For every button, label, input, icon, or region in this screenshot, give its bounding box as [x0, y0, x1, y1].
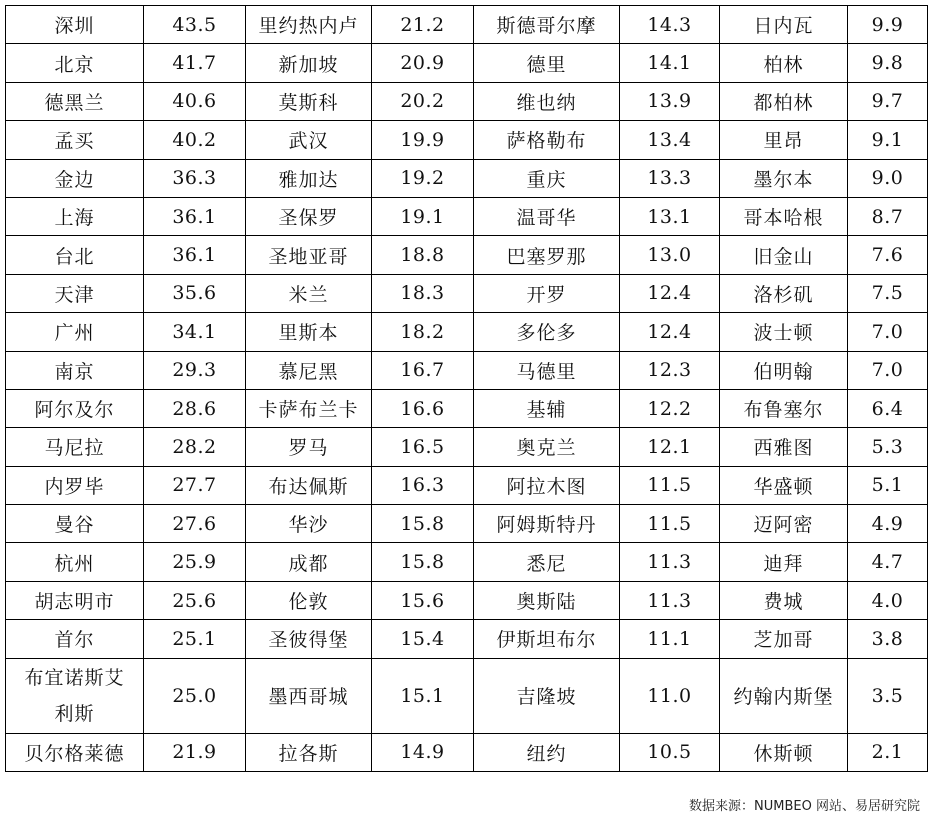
- city-cell: 悉尼: [474, 543, 620, 581]
- city-cell: 罗马: [246, 428, 372, 466]
- value-cell: 14.3: [620, 6, 720, 44]
- city-cell: 台北: [6, 236, 144, 274]
- city-cell: 里约热内卢: [246, 6, 372, 44]
- table-row: [6, 505, 928, 543]
- city-cell: 首尔: [6, 620, 144, 658]
- city-cell: 马尼拉: [6, 428, 144, 466]
- value-cell: 40.6: [144, 82, 246, 120]
- city-cell: 上海: [6, 197, 144, 235]
- value-cell: 18.8: [372, 236, 474, 274]
- city-cell: 奥克兰: [474, 428, 620, 466]
- value-cell: 25.1: [144, 620, 246, 658]
- city-cell: 成都: [246, 543, 372, 581]
- value-cell: 8.7: [848, 197, 928, 235]
- value-cell: 6.4: [848, 389, 928, 427]
- value-cell: 14.9: [372, 733, 474, 771]
- value-cell: 15.1: [372, 658, 474, 733]
- city-cell: 布宜诺斯艾利斯: [6, 658, 144, 733]
- city-cell: 雅加达: [246, 159, 372, 197]
- table-row: [6, 428, 928, 466]
- city-cell: 阿尔及尔: [6, 389, 144, 427]
- value-cell: 13.9: [620, 82, 720, 120]
- value-cell: 40.2: [144, 121, 246, 159]
- value-cell: 4.9: [848, 505, 928, 543]
- city-cell: 南京: [6, 351, 144, 389]
- city-cell: 基辅: [474, 389, 620, 427]
- city-cell: 都柏林: [720, 82, 848, 120]
- value-cell: 10.5: [620, 733, 720, 771]
- value-cell: 16.5: [372, 428, 474, 466]
- city-cell: 伊斯坦布尔: [474, 620, 620, 658]
- value-cell: 21.9: [144, 733, 246, 771]
- city-cell: 金边: [6, 159, 144, 197]
- value-cell: 11.5: [620, 505, 720, 543]
- city-cell: 圣地亚哥: [246, 236, 372, 274]
- value-cell: 11.5: [620, 466, 720, 504]
- city-cell: 墨尔本: [720, 159, 848, 197]
- city-cell: 胡志明市: [6, 581, 144, 619]
- city-cell: 伦敦: [246, 581, 372, 619]
- value-cell: 19.9: [372, 121, 474, 159]
- table-row: [6, 6, 928, 44]
- city-cell: 斯德哥尔摩: [474, 6, 620, 44]
- value-cell: 19.1: [372, 197, 474, 235]
- value-cell: 3.8: [848, 620, 928, 658]
- city-cell: 旧金山: [720, 236, 848, 274]
- city-cell: 约翰内斯堡: [720, 658, 848, 733]
- value-cell: 21.2: [372, 6, 474, 44]
- city-cell: 天津: [6, 274, 144, 312]
- city-cell: 武汉: [246, 121, 372, 159]
- value-cell: 11.1: [620, 620, 720, 658]
- value-cell: 25.9: [144, 543, 246, 581]
- city-cell: 孟买: [6, 121, 144, 159]
- value-cell: 9.7: [848, 82, 928, 120]
- value-cell: 18.2: [372, 313, 474, 351]
- value-cell: 35.6: [144, 274, 246, 312]
- city-cell: 新加坡: [246, 44, 372, 82]
- city-cell: 圣保罗: [246, 197, 372, 235]
- table-row: [6, 581, 928, 619]
- city-cell: 广州: [6, 313, 144, 351]
- value-cell: 9.8: [848, 44, 928, 82]
- value-cell: 11.3: [620, 581, 720, 619]
- city-cell: 贝尔格莱德: [6, 733, 144, 771]
- value-cell: 15.6: [372, 581, 474, 619]
- city-cell: 重庆: [474, 159, 620, 197]
- table-row: [6, 313, 928, 351]
- city-cell: 休斯顿: [720, 733, 848, 771]
- city-cell: 内罗毕: [6, 466, 144, 504]
- value-cell: 12.4: [620, 313, 720, 351]
- city-cell: 维也纳: [474, 82, 620, 120]
- city-cell: 德里: [474, 44, 620, 82]
- table-row: [6, 543, 928, 581]
- value-cell: 7.0: [848, 351, 928, 389]
- value-cell: 3.5: [848, 658, 928, 733]
- city-cell: 洛杉矶: [720, 274, 848, 312]
- table-row: [6, 121, 928, 159]
- value-cell: 20.9: [372, 44, 474, 82]
- value-cell: 36.3: [144, 159, 246, 197]
- value-cell: 36.1: [144, 197, 246, 235]
- city-cell: 费城: [720, 581, 848, 619]
- city-cell: 墨西哥城: [246, 658, 372, 733]
- city-cell: 奥斯陆: [474, 581, 620, 619]
- city-cell: 里昂: [720, 121, 848, 159]
- city-cell: 伯明翰: [720, 351, 848, 389]
- value-cell: 13.4: [620, 121, 720, 159]
- value-cell: 4.7: [848, 543, 928, 581]
- value-cell: 36.1: [144, 236, 246, 274]
- city-cell: 波士顿: [720, 313, 848, 351]
- city-cell: 巴塞罗那: [474, 236, 620, 274]
- city-cell: 曼谷: [6, 505, 144, 543]
- city-data-table: [5, 5, 928, 772]
- value-cell: 20.2: [372, 82, 474, 120]
- value-cell: 7.5: [848, 274, 928, 312]
- value-cell: 25.6: [144, 581, 246, 619]
- value-cell: 5.3: [848, 428, 928, 466]
- city-cell: 布达佩斯: [246, 466, 372, 504]
- value-cell: 41.7: [144, 44, 246, 82]
- value-cell: 15.8: [372, 543, 474, 581]
- city-cell: 温哥华: [474, 197, 620, 235]
- value-cell: 29.3: [144, 351, 246, 389]
- table-row: [6, 159, 928, 197]
- city-cell: 芝加哥: [720, 620, 848, 658]
- city-cell: 哥本哈根: [720, 197, 848, 235]
- city-cell: 北京: [6, 44, 144, 82]
- value-cell: 12.2: [620, 389, 720, 427]
- city-cell: 深圳: [6, 6, 144, 44]
- table-row: [6, 44, 928, 82]
- city-cell: 萨格勒布: [474, 121, 620, 159]
- city-cell: 拉各斯: [246, 733, 372, 771]
- source-note: 数据来源：NUMBEO 网站、易居研究院: [689, 799, 920, 814]
- table-row: [6, 620, 928, 658]
- city-cell: 莫斯科: [246, 82, 372, 120]
- value-cell: 13.1: [620, 197, 720, 235]
- value-cell: 43.5: [144, 6, 246, 44]
- city-cell: 迈阿密: [720, 505, 848, 543]
- city-cell: 日内瓦: [720, 6, 848, 44]
- city-cell: 杭州: [6, 543, 144, 581]
- city-cell: 开罗: [474, 274, 620, 312]
- city-cell: 布鲁塞尔: [720, 389, 848, 427]
- value-cell: 5.1: [848, 466, 928, 504]
- city-cell: 阿拉木图: [474, 466, 620, 504]
- value-cell: 11.0: [620, 658, 720, 733]
- table-row: [6, 733, 928, 771]
- value-cell: 16.6: [372, 389, 474, 427]
- value-cell: 34.1: [144, 313, 246, 351]
- value-cell: 2.1: [848, 733, 928, 771]
- table-row: [6, 236, 928, 274]
- city-cell: 迪拜: [720, 543, 848, 581]
- value-cell: 28.2: [144, 428, 246, 466]
- table-row: [6, 197, 928, 235]
- table-row: [6, 274, 928, 312]
- value-cell: 15.8: [372, 505, 474, 543]
- value-cell: 13.3: [620, 159, 720, 197]
- value-cell: 16.7: [372, 351, 474, 389]
- table-row: [6, 82, 928, 120]
- city-cell: 德黑兰: [6, 82, 144, 120]
- value-cell: 9.0: [848, 159, 928, 197]
- city-cell: 华盛顿: [720, 466, 848, 504]
- table-row: [6, 466, 928, 504]
- table-row: [6, 351, 928, 389]
- value-cell: 9.1: [848, 121, 928, 159]
- value-cell: 19.2: [372, 159, 474, 197]
- value-cell: 4.0: [848, 581, 928, 619]
- city-cell: 华沙: [246, 505, 372, 543]
- value-cell: 7.6: [848, 236, 928, 274]
- value-cell: 18.3: [372, 274, 474, 312]
- value-cell: 13.0: [620, 236, 720, 274]
- value-cell: 27.6: [144, 505, 246, 543]
- city-cell: 卡萨布兰卡: [246, 389, 372, 427]
- table-row: [6, 658, 928, 733]
- value-cell: 15.4: [372, 620, 474, 658]
- value-cell: 11.3: [620, 543, 720, 581]
- value-cell: 27.7: [144, 466, 246, 504]
- value-cell: 25.0: [144, 658, 246, 733]
- value-cell: 9.9: [848, 6, 928, 44]
- value-cell: 14.1: [620, 44, 720, 82]
- value-cell: 12.3: [620, 351, 720, 389]
- city-cell: 里斯本: [246, 313, 372, 351]
- value-cell: 16.3: [372, 466, 474, 504]
- value-cell: 28.6: [144, 389, 246, 427]
- value-cell: 7.0: [848, 313, 928, 351]
- city-cell: 阿姆斯特丹: [474, 505, 620, 543]
- value-cell: 12.4: [620, 274, 720, 312]
- city-cell: 圣彼得堡: [246, 620, 372, 658]
- city-cell: 柏林: [720, 44, 848, 82]
- city-cell: 慕尼黑: [246, 351, 372, 389]
- table-body: [6, 6, 928, 772]
- value-cell: 12.1: [620, 428, 720, 466]
- city-cell: 西雅图: [720, 428, 848, 466]
- city-cell: 多伦多: [474, 313, 620, 351]
- city-cell: 纽约: [474, 733, 620, 771]
- city-cell: 吉隆坡: [474, 658, 620, 733]
- table-row: [6, 389, 928, 427]
- city-cell: 马德里: [474, 351, 620, 389]
- city-cell: 米兰: [246, 274, 372, 312]
